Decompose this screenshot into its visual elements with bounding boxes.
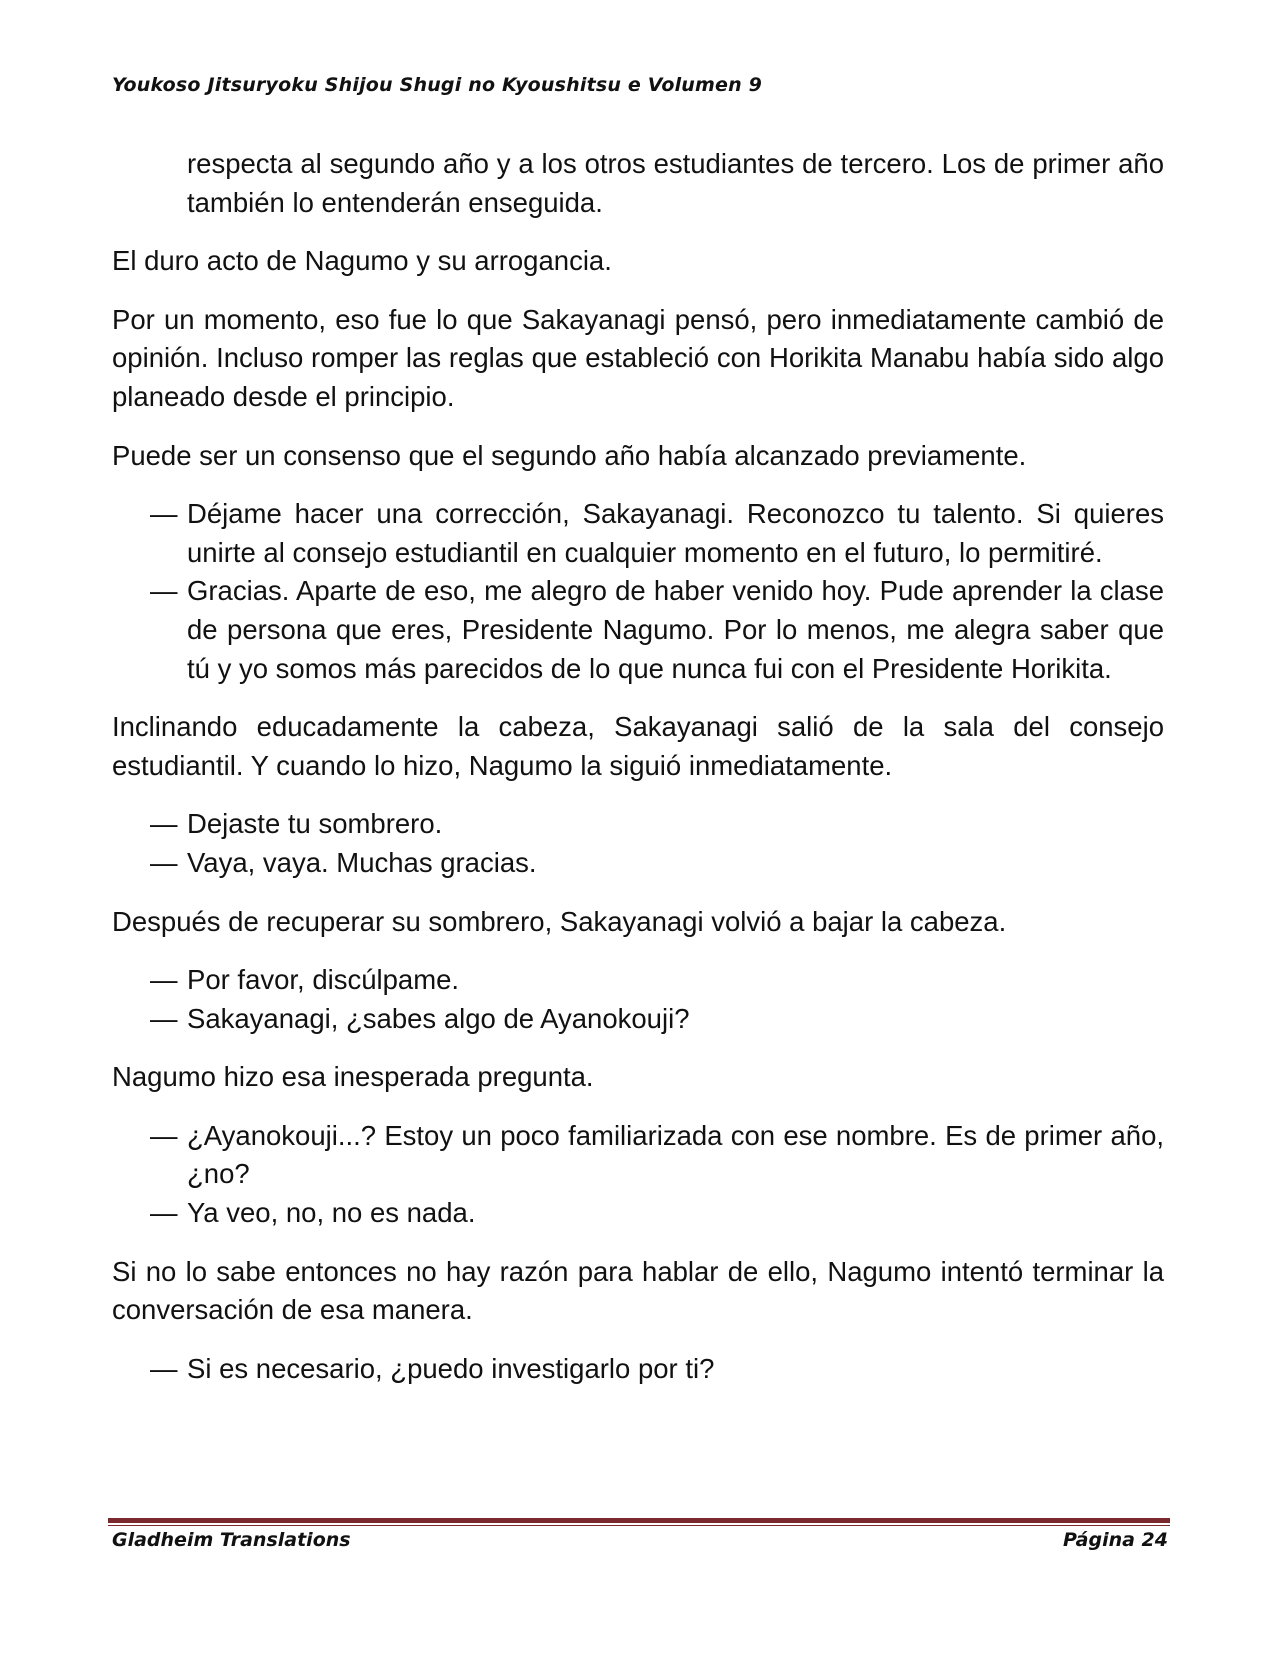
dialogue-block [112,1117,1164,1233]
dialogue-text: ¿Ayanokouji...? Estoy un poco familiarizada con ese nombre. Es de primer año, ¿no? [187,1119,1164,1190]
paragraph: El duro acto de Nagumo y su arrogancia. [112,245,612,277]
dialogue-line [112,572,1164,688]
page-number: Página 24 [1062,1529,1168,1551]
paragraph: Inclinando educadamente la cabeza, Sakayanagi salió de la sala del consejo estudiantil. Y cuando lo hizo, Nagumo la siguió inmediatamente. [112,711,1164,781]
em-dash: — [150,1352,178,1384]
paragraph: Después de recuperar su sombrero, Sakayanagi volvió a bajar la cabeza. [112,905,1007,937]
dialogue-line [112,495,1164,572]
footer-divider-thin [108,1525,1170,1526]
paragraph: Puede ser un consenso que el segundo año había alcanzado previamente. [112,439,1027,471]
paragraph: Si no lo sabe entonces no hay razón para hablar de ello, Nagumo intentó terminar la conversación de esa manera. [112,1255,1164,1326]
paragraph: Nagumo hizo esa inesperada pregunta. [112,1061,594,1093]
dialogue-line [112,844,1164,883]
dialogue-line [112,805,1164,844]
dialogue-block [112,805,1164,882]
dialogue-block [112,961,1164,1038]
em-dash: — [150,846,178,878]
running-header: Youkoso Jitsuryoku Shijou Shugi no Kyoushitsu e Volumen 9 [112,74,763,96]
em-dash: — [150,964,178,996]
dialogue-text: Déjame hacer una corrección, Sakayanagi. Reconozco tu talento. Si quieres unirte al consejo estudiantil en cualquier momento en el futuro, lo permitiré. [187,498,1164,568]
dialogue-block [112,495,1164,688]
em-dash: — [150,1119,178,1151]
dialogue-line [112,1350,1164,1389]
dialogue-text: Sakayanagi, ¿sabes algo de Ayanokouji? [187,1002,690,1034]
em-dash: — [150,808,178,840]
em-dash: — [150,575,178,607]
dialogue-text: Gracias. Aparte de eso, me alegro de haber venido hoy. Pude aprender la clase de persona que eres, Presidente Nagumo. Por lo menos, me alegra saber que tú y yo somos más parecidos de lo que nunca fui con el Presidente Horikita. [187,575,1164,684]
em-dash: — [150,498,178,530]
dialogue-text: Dejaste tu sombrero. [187,808,443,840]
dialogue-line [112,1117,1164,1194]
dialogue-text: Si es necesario, ¿puedo investigarlo por ti? [187,1352,715,1384]
dialogue-line [112,1194,1164,1233]
dialogue-line [112,961,1164,1000]
dialogue-text: Por favor, discúlpame. [187,964,460,996]
dialogue-block [112,1350,1164,1389]
footer-credit: Gladheim Translations [112,1529,351,1551]
dialogue-text: Vaya, vaya. Muchas gracias. [187,846,537,878]
dialogue-text: Ya veo, no, no es nada. [187,1197,476,1229]
paragraph: Por un momento, eso fue lo que Sakayanagi pensó, pero inmediatamente cambió de opinión. Incluso romper las reglas que estableció con Horikita Manabu había sido algo planeado desde el principio. [112,303,1164,412]
page-body [112,145,1164,1408]
footer-divider-thick [108,1518,1170,1523]
footer-divider [108,1518,1170,1526]
dialogue-line [112,1000,1164,1039]
em-dash: — [150,1197,178,1229]
em-dash: — [150,1002,178,1034]
dialogue-continuation: respecta al segundo año y a los otros estudiantes de tercero. Los de primer año también lo entenderán enseguida. [187,148,1164,218]
